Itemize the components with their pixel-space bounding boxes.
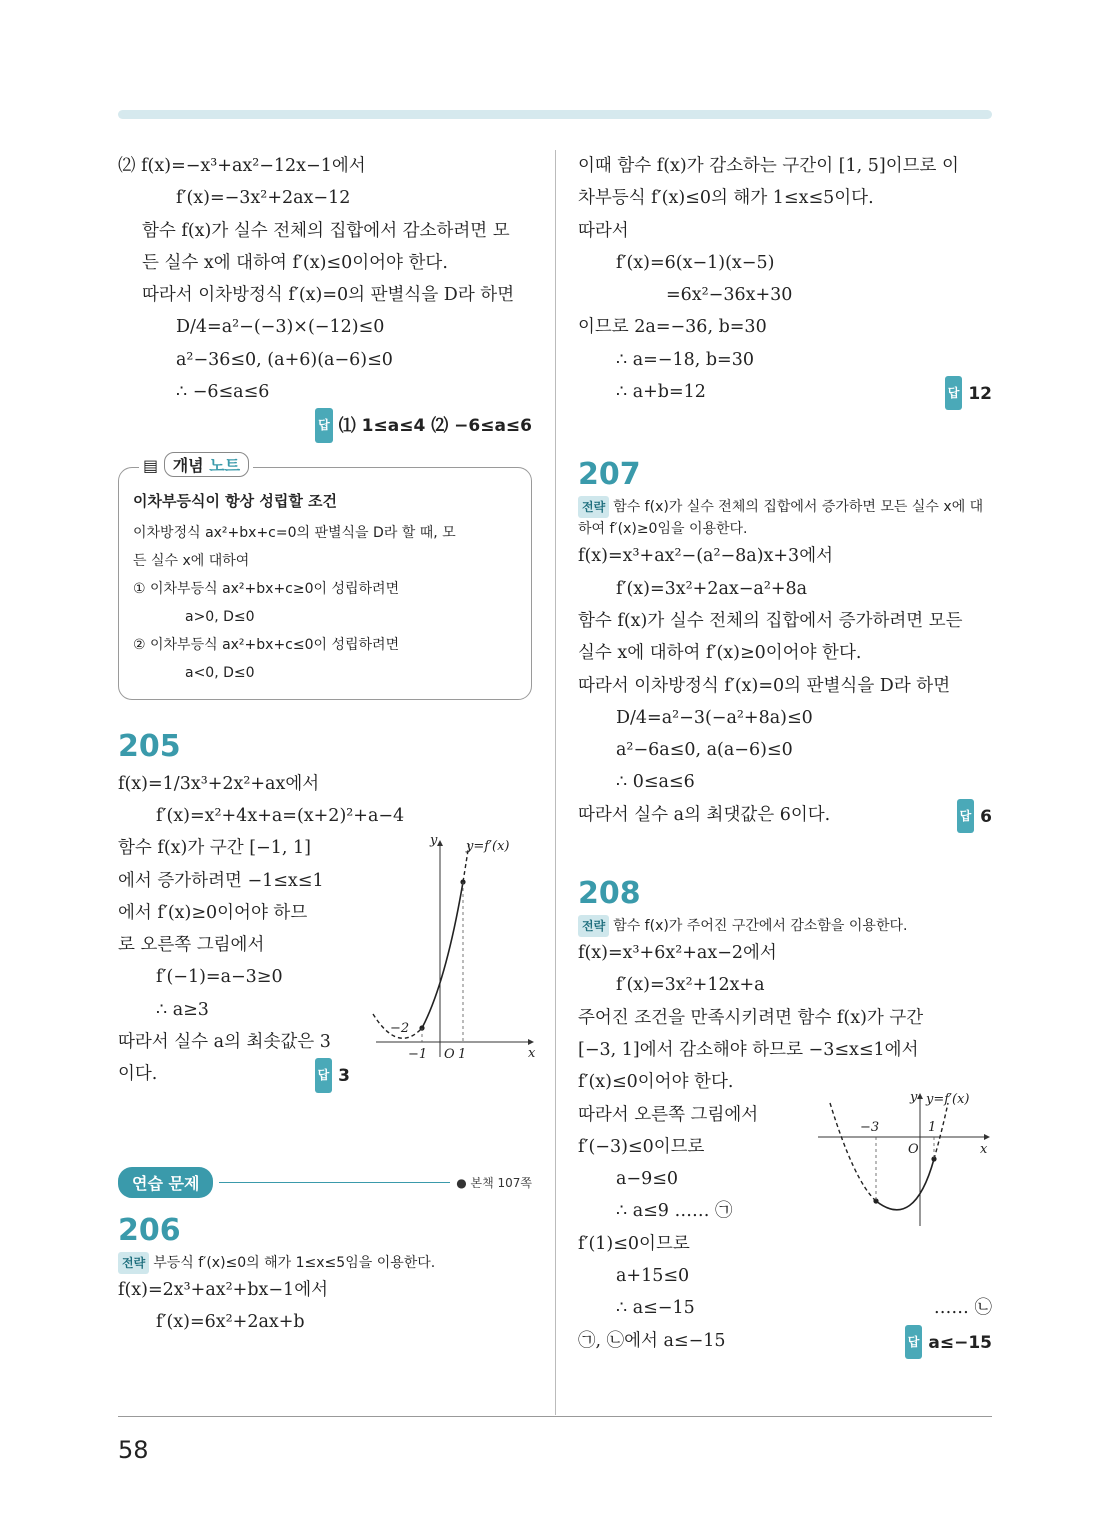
p205-tick: −2 (390, 1020, 410, 1036)
p207-line: D/4=a²−3(−a²+8a)≤0 (616, 707, 813, 728)
p208-final-row (578, 1325, 992, 1359)
bottom-rule (118, 1416, 992, 1417)
p205-line: ∴ a≥3 (156, 999, 209, 1020)
practice-header (118, 1167, 532, 1198)
p208-line: ㉠, ㉡에서 a≤−15 (578, 1330, 726, 1351)
column-divider (555, 150, 556, 1415)
p204-answer (118, 408, 532, 442)
p205-answer-text: 3 (338, 1066, 350, 1087)
p206-line: ∴ a=−18, b=30 (616, 349, 754, 370)
p206-strategy-text: 부등식 f′(x)≤0의 해가 1≤x≤5임을 이용한다. (153, 1254, 436, 1271)
page-number: 58 (118, 1436, 149, 1464)
p206-line: f′(x)=6(x−1)(x−5) (616, 252, 775, 273)
p204-line: a²−36≤0, (a+6)(a−6)≤0 (176, 349, 393, 370)
note-title: 이차부등식이 항상 성립할 조건 (133, 491, 338, 510)
left-column (118, 150, 536, 1338)
p207-line: a²−6a≤0, a(a−6)≤0 (616, 740, 793, 761)
p208-line: 따라서 오른쪽 그림에서 (578, 1104, 759, 1125)
p208-tick: 1 (928, 1120, 937, 1136)
p206-line: 따라서 (578, 220, 629, 241)
p206-line: 이므로 2a=−36, b=30 (578, 317, 767, 338)
strategy-tag: 전략 (578, 915, 609, 937)
top-accent-bar (118, 110, 992, 119)
p207-answer (957, 799, 992, 833)
p208-line: a−9≤0 (616, 1169, 679, 1190)
p206-answer-text: 12 (968, 384, 992, 405)
note-head-a: 개념 (172, 455, 204, 475)
p205-line: 에서 증가하려면 −1≤x≤1 (118, 870, 324, 891)
practice-rule (219, 1182, 450, 1183)
p205-y-label: y (430, 832, 438, 848)
note-line: a>0, D≤0 (185, 608, 255, 625)
problem-number-205: 205 (118, 728, 181, 764)
p208-strategy-text: 함수 f(x)가 주어진 구간에서 감소함을 이용한다. (613, 918, 908, 935)
p205-tick: −1 (408, 1046, 428, 1062)
p206-final-row (578, 376, 992, 410)
p204-answer-text: ⑴ 1≤a≤4 ⑵ −6≤a≤6 (338, 416, 532, 437)
p208-line: f′(1)≤0이므로 (578, 1233, 690, 1254)
problem-number-206: 206 (118, 1212, 181, 1248)
p207-line: 따라서 실수 a의 최댓값은 6이다. (578, 804, 831, 825)
p204-line: 함수 f(x)가 실수 전체의 집합에서 감소하려면 모 (142, 220, 510, 241)
p205-tick: O (444, 1046, 455, 1062)
p207-strategy-text: 함수 f(x)가 실수 전체의 집합에서 증가하면 모든 실수 x에 대하여 f′(x)≥0임을 이용한다. (578, 499, 984, 538)
problem-number-207: 207 (578, 457, 641, 493)
p205-line: f′(x)=x²+4x+a=(x+2)²+a−4 (156, 805, 405, 826)
p205-body (118, 768, 536, 1093)
practice-ref: ● 본책 107쪽 (456, 1175, 532, 1190)
practice-label: 연습 문제 (118, 1167, 213, 1198)
p205-line: 이다. (118, 1064, 158, 1085)
p205-curve-label: y=f′(x) (466, 838, 510, 854)
p204-line: 따라서 이차방정식 f′(x)=0의 판별식을 D라 하면 (142, 285, 515, 306)
p208-y-label: y (910, 1091, 918, 1106)
answer-tag: 답 (315, 408, 333, 442)
p208-line: [−3, 1]에서 감소해야 하므로 −3≤x≤1에서 (578, 1039, 919, 1060)
practice-ref-text: 본책 107쪽 (470, 1175, 532, 1190)
problem-number-208: 208 (578, 876, 641, 912)
p207-line: f′(x)=3x²+2ax−a²+8a (616, 578, 808, 599)
right-column (578, 150, 992, 1359)
p208-line: f′(x)≤0이어야 한다. (578, 1072, 734, 1093)
p208-line: f′(−3)≤0이므로 (578, 1136, 705, 1157)
p204-line: D/4=a²−(−3)×(−12)≤0 (176, 317, 385, 338)
answer-tag: 답 (945, 376, 963, 410)
note-line: 이차방정식 ax²+bx+c=0의 판별식을 D라 할 때, 모 (133, 524, 456, 541)
p208-body (578, 937, 992, 1359)
p205-last-row (118, 1058, 350, 1092)
p205-line: f′(−1)=a−3≥0 (156, 967, 283, 988)
p208-answer (905, 1325, 992, 1359)
p207-line: 함수 f(x)가 실수 전체의 집합에서 증가하려면 모든 (578, 610, 963, 631)
note-icon: ▤ (143, 455, 159, 475)
p206-line: f′(x)=6x²+2ax+b (156, 1311, 305, 1332)
p204-line: ⑵ f(x)=−x³+ax²−12x−1에서 (118, 156, 366, 176)
strategy-tag: 전략 (118, 1252, 149, 1274)
p205-x-label: x (528, 1045, 536, 1061)
answer-tag: 답 (905, 1325, 923, 1359)
concept-note (118, 455, 532, 700)
p208-x-arrow (984, 1134, 990, 1140)
note-line: ① 이차부등식 ax²+bx+c≥0이 성립하려면 (133, 580, 400, 597)
p208-row (578, 1292, 992, 1324)
p205-y-arrow (437, 840, 443, 846)
note-line: 든 실수 x에 대하여 (133, 552, 250, 569)
p208-strategy (578, 915, 992, 937)
p205-line: 따라서 실수 a의 최솟값은 3 (118, 1032, 331, 1053)
p205-x-arrow (528, 1039, 534, 1045)
p206-line: 차부등식 f′(x)≤0의 해가 1≤x≤5이다. (578, 188, 874, 209)
strategy-tag: 전략 (578, 496, 609, 518)
p208-curve-solid (876, 1159, 934, 1210)
p207-final-row (578, 799, 992, 833)
concept-note-header (139, 452, 253, 477)
p207-answer-text: 6 (980, 806, 992, 827)
p208-tick: O (908, 1142, 919, 1158)
p205-line: 로 오른쪽 그림에서 (118, 935, 265, 956)
p208-line: f′(x)=3x²+12x+a (616, 975, 765, 996)
p205-graph (368, 832, 538, 1062)
p208-line: ∴ a≤9 …… ㉠ (616, 1201, 733, 1222)
p207-line: f(x)=x³+ax²−(a²−8a)x+3에서 (578, 546, 834, 567)
p208-graph (814, 1091, 994, 1231)
p205-curve-solid (422, 882, 463, 1028)
p207-line: ∴ 0≤a≤6 (616, 772, 695, 793)
p206-line: ∴ a+b=12 (616, 382, 706, 403)
note-line: a<0, D≤0 (185, 664, 255, 681)
note-head-b: 노트 (209, 455, 241, 475)
p206-line: =6x²−36x+30 (666, 285, 793, 306)
answer-tag: 답 (315, 1058, 333, 1092)
p208-x-label: x (980, 1142, 988, 1158)
p208-line: ∴ a≤−15 (616, 1298, 695, 1319)
p208-line: 주어진 조건을 만족시키려면 함수 f(x)가 구간 (578, 1007, 924, 1028)
p206-line: 이때 함수 f(x)가 감소하는 구간이 [1, 5]이므로 이 (578, 156, 959, 176)
p208-tick: −3 (860, 1120, 880, 1136)
p204-line: f′(x)=−3x²+2ax−12 (176, 188, 351, 209)
p207-line: 따라서 이차방정식 f′(x)=0의 판별식을 D라 하면 (578, 675, 951, 696)
answer-tag: 답 (957, 799, 975, 833)
p207-strategy (578, 496, 992, 540)
note-line: ② 이차부등식 ax²+bx+c≤0이 성립하려면 (133, 636, 400, 653)
p207-line: 실수 x에 대하여 f′(x)≥0이어야 한다. (578, 643, 862, 664)
p205-answer (315, 1058, 350, 1092)
p208-line: …… ㉡ (933, 1298, 992, 1319)
p206-line: f(x)=2x³+ax²+bx−1에서 (118, 1279, 329, 1300)
p208-answer-text: a≤−15 (928, 1332, 992, 1353)
p204-line: 든 실수 x에 대하여 f′(x)≤0이어야 한다. (142, 252, 448, 273)
p206-answer (945, 376, 992, 410)
p205-line: 에서 f′(x)≥0이어야 하므 (118, 902, 308, 923)
p205-tick: 1 (458, 1046, 467, 1062)
p208-curve-dashed-left (830, 1103, 876, 1201)
p208-line: a+15≤0 (616, 1266, 690, 1287)
p206-strategy (118, 1252, 532, 1274)
p208-curve-label: y=f′(x) (926, 1092, 970, 1108)
p205-line: 함수 f(x)가 구간 [−1, 1] (118, 838, 311, 859)
p208-line: f(x)=x³+6x²+ax−2에서 (578, 943, 777, 964)
p208-y-arrow (917, 1093, 923, 1099)
p205-line: f(x)=1/3x³+2x²+ax에서 (118, 773, 320, 794)
p204-line: ∴ −6≤a≤6 (176, 382, 270, 403)
